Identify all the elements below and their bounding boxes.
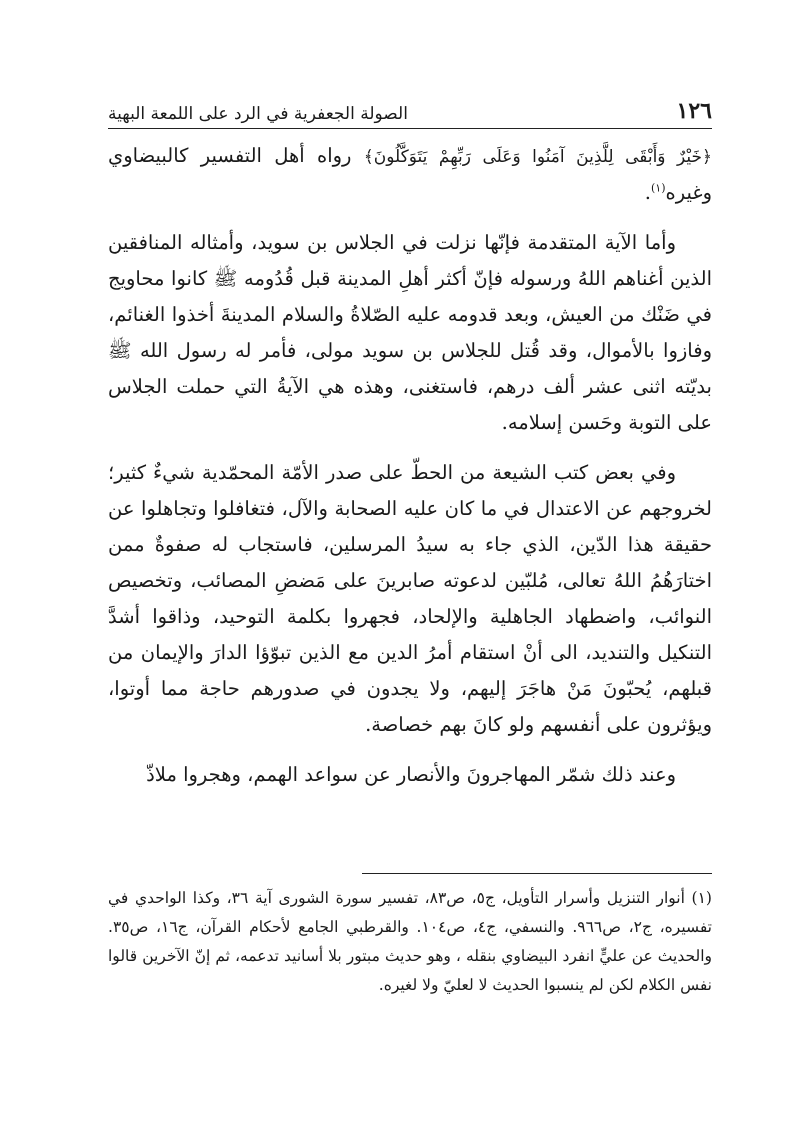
header-divider [108, 128, 712, 129]
running-title: الصولة الجعفرية في الرد على اللمعة البهية [108, 104, 408, 124]
citation-end: . [644, 181, 651, 204]
main-text [108, 138, 712, 793]
quran-verse: ﴿خَيْرٌ وَأَبْقَى لِلَّذِينَ آمَنُوا وَعَلَى رَبِّهِمْ يَتَوَكَّلُونَ﴾ [363, 147, 712, 167]
footnote-divider [362, 873, 712, 874]
paragraph-2: وأما الآية المتقدمة فإنّها نزلت في الجلاس بن سويد، وأمثاله المنافقين الذين أغناهم اللهُ ورسوله فإنّ أكثر أهلِ المدينة قبل قُدُومه ﷺ كانوا محاويج في ضَنْك من العيش، وبعد قدومه عليه الصّلاةُ والسلام المدينةَ أخذوا الغنائم، وفازوا بالأموال، وقد قُتل للجلاس بن سويد مولى، فأمر له رسول الله ﷺ بديّته اثنى عشر ألف درهم، فاستغنى، وهذه هي الآيةُ التي حملت الجلاس على التوبة وحَسن إسلامه. [108, 231, 712, 434]
paragraph-quran-citation [108, 138, 712, 211]
page-number: ١٢٦ [676, 98, 712, 124]
footnotes [108, 884, 712, 1000]
page-header [108, 92, 712, 124]
footnote-reference[interactable]: (١) [651, 181, 666, 195]
citation-text: رواه أهل التفسير كالبيضاوي وغيره [108, 144, 712, 204]
paragraph-3: وفي بعض كتب الشيعة من الحطّ على صدر الأمّة المحمّدية شيءٌ كثير؛ لخروجهم عن الاعتدال في ما كان عليه الصحابة والآل، فتغافلوا وتجاهلوا عن حقيقة هذا الدّين، الذي جاء به سيدُ المرسلين، فاستجاب له صفوةٌ ممن اختارَهُمُ اللهُ تعالى، مُلبّين لدعوته صابرينَ على مَضضِ المصائب، وتخصيص النوائب، واضطهاد الجاهلية والإلحاد، فجهروا بكلمة التوحيد، وذاقوا أشدَّ التنكيل والتنديد، الى أنْ استقام أمرُ الدين مع الذين تبوّؤا الدارَ والإيمان من قبلهم، يُحبّونَ مَنْ هاجَرَ إليهم، ولا يجدون في صدورهم حاجة مما أوتوا، ويؤثرون على أنفسهم ولو كانَ بهم خصاصة. [108, 461, 712, 736]
footnote-1: (١) أنوار التنزيل وأسرار التأويل، ج٥، ص٨٣، تفسير سورة الشورى آية ٣٦، وكذا الواحدي في تفسيره، ج٢، ص٩٦٦. والنسفي، ج٤، ص١٠٤. والقرطبي الجامع لأحكام القرآن، ج١٦، ص٣٥. والحديث عن عليٍّ انفرد البيضاوي بنقله ، وهو حديث مبتور بلا أسانيد تدعمه، ثم إنّ الآخرين قالوا نفس الكلام لكن لم ينسبوا الحديث لا لعليّ ولا لغيره. [108, 889, 712, 994]
paragraph-4: وعند ذلك شمّر المهاجرونَ والأنصار عن سواعد الهمم، وهجروا ملاذّ [146, 763, 676, 786]
